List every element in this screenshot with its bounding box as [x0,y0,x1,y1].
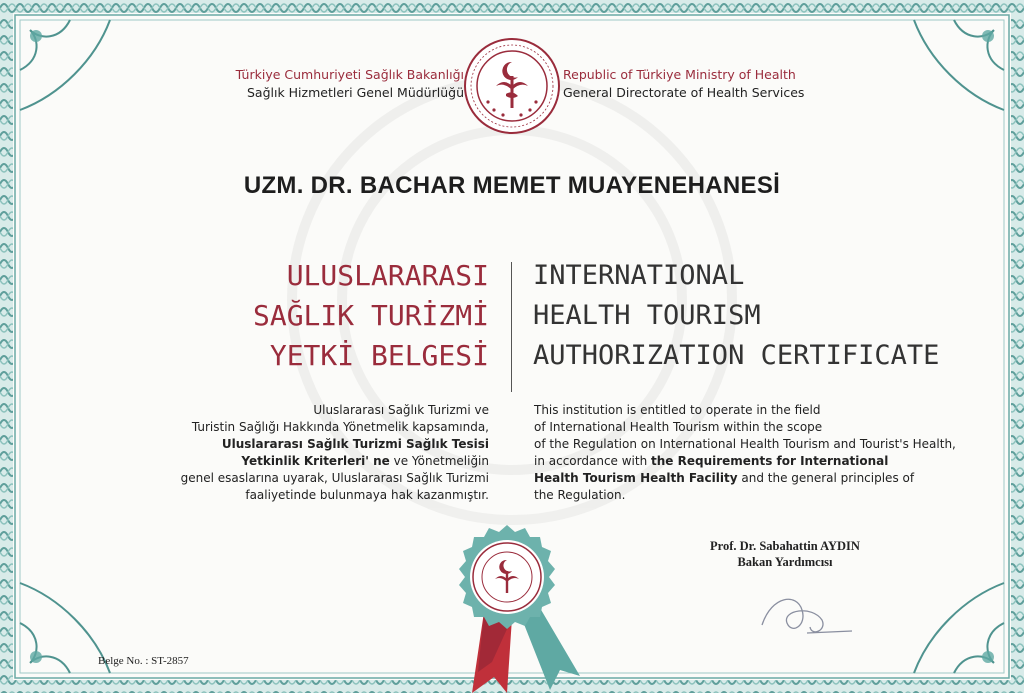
body-en-bold: the Requirements for International [651,454,889,468]
certificate-title-tr [253,256,489,376]
title-tr-line: SAĞLIK TURİZMİ [252,299,489,332]
title-tr-line: YETKİ BELGESİ [269,339,489,372]
ministry-name-en: Republic of Türkiye Ministry of Health [563,67,796,82]
title-en-line: INTERNATIONAL [533,260,745,291]
document-number: Belge No. : ST-2857 [98,655,189,667]
ministry-seal-icon [462,36,562,136]
certificate-body-en [534,402,974,504]
rosette-seal-icon [432,522,582,693]
body-tr-bold: Yetkinlik Kriterleri' ne [241,454,390,468]
body-tr-text: ve Yönetmeliğin [389,454,489,468]
ministry-header-tr [236,66,464,102]
signatory-name: Prof. Dr. Sabahattin AYDIN [710,539,860,553]
body-en-bold: Health Tourism Health Facility [534,471,738,485]
title-en-line: HEALTH TOURISM [533,300,761,331]
body-en-line: This institution is entitled to operate in the field [534,403,821,417]
signature-icon [752,585,862,645]
body-tr-line: faaliyetinde bulunmaya hak kazanmıştır. [245,488,489,502]
signatory-title: Bakan Yardımcısı [737,555,833,569]
body-en-text: in accordance with [534,454,652,468]
directorate-name-tr: Sağlık Hizmetleri Genel Müdürlüğü [246,85,464,100]
body-tr-line: Uluslararası Sağlık Turizmi ve [313,403,489,417]
signatory-block [690,538,880,570]
body-tr-line: Turistin Sağlığı Hakkında Yönetmelik kapsamında, [191,420,489,434]
institution-name: UZM. DR. BACHAR MEMET MUAYENEHANESİ [243,172,781,199]
ministry-name-tr: Türkiye Cumhuriyeti Sağlık Bakanlığı [235,67,464,82]
title-divider [511,262,512,392]
body-tr-bold: Uluslararası Sağlık Turizmi Sağlık Tesisi [221,437,489,451]
body-en-line: of the Regulation on International Health Tourism and Tourist's Health, [534,437,956,451]
body-en-line: the Regulation. [534,488,626,502]
body-en-line: of International Health Tourism within the scope [534,420,823,434]
directorate-name-en: General Directorate of Health Services [563,85,805,100]
certificate-body-tr [149,402,489,504]
title-tr-line: ULUSLARARASI [286,259,489,292]
body-tr-line: genel esaslarına uyarak, Uluslararası Sağlık Turizmi [180,471,489,485]
certificate-title-en [533,256,939,376]
body-en-text: and the general principles of [737,471,915,485]
title-en-line: AUTHORIZATION CERTIFICATE [533,340,940,371]
ministry-header-en [563,66,804,102]
